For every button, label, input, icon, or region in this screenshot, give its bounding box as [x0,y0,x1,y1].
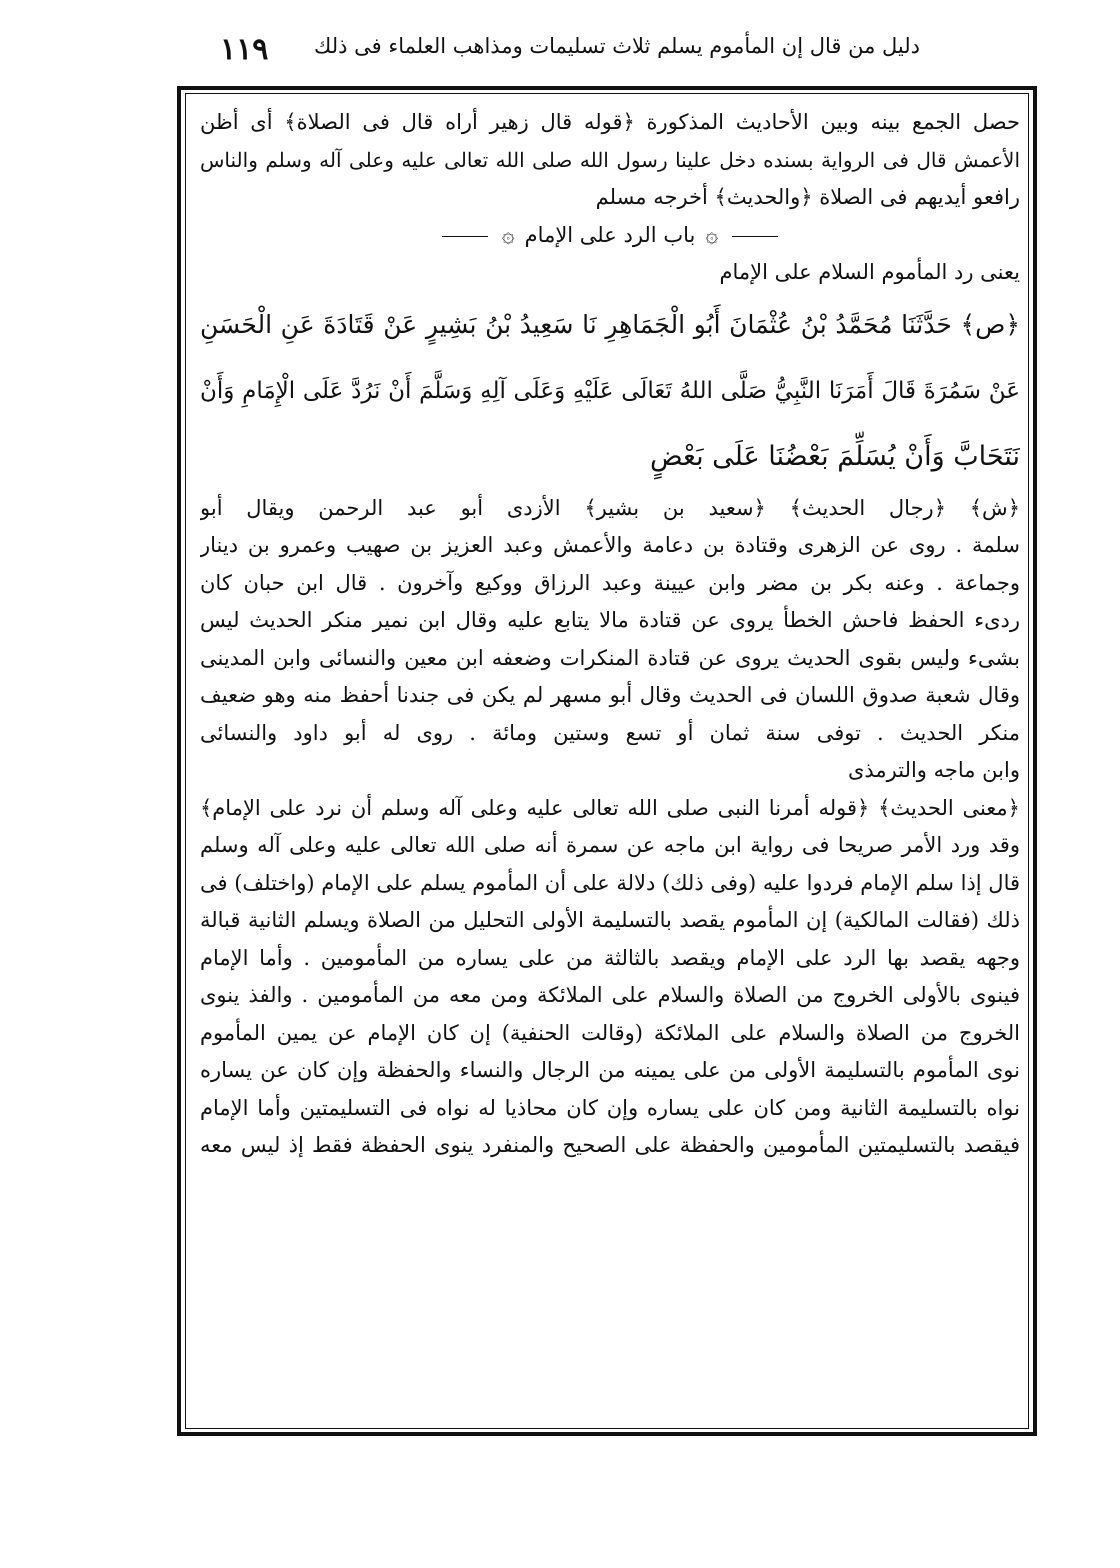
page-body [200,104,1020,1424]
commentary-line: ﴿ش﴾ ﴿رجال الحديث﴾ ﴿سعيد بن بشير﴾ الأزدى أبو عبد الرحمن ويقال أبو [200,495,1020,520]
commentary-line: ذلك (فقالت المالكية) إن المأموم يقصد بالتسليمة الأولى التحليل من الصلاة ويسلم الثانية قبالة [200,908,1020,932]
chapter-title: باب الرد على الإمام [524,222,696,247]
running-header [180,26,920,82]
commentary-line: سلمة . روى عن الزهرى وقتادة بن دعامة والأعمش وعبد العزيز بن صهيب وعمرو بن دينار [200,533,1020,557]
commentary-line: وابن ماجه والترمذى [847,758,1020,782]
ornament-icon: ۞ [705,222,719,248]
commentary-line: ردىء الحفظ فاحش الخطأ يروى عن قتادة مالا يتابع عليه وقال ابن نمير منكر الحديث ليس [200,608,1020,632]
commentary-line: بشىء وليس بقوى الحديث يروى عن قتادة المنكرات وضعفه ابن معين والنسائى وابن المدينى [200,645,1020,670]
commentary-line: قال إذا سلم الإمام فردوا عليه (وفى ذلك) دلالة على أن المأموم يسلم على الإمام (واختلف) فى [200,870,1020,895]
commentary-line: نوى المأموم بالتسليمة الأولى من على يمينه من الرجال والنساء والحفظة وإن كان عن يساره [200,1058,1020,1082]
commentary-line: وجهه يقصد بها الرد على الإمام ويقصد بالثالثة من على يساره من المأمومين . وأما الإمام [200,945,1020,970]
chapter-heading [200,217,1020,255]
commentary-line: وقال شعبة صدوق اللسان فى الحديث وقال أبو مسهر لم يكن فى جندنا أحفظ منه وهو ضعيف [200,683,1020,707]
chapter-intro: يعنى رد المأموم السلام على الإمام [719,260,1020,284]
commentary-line: وجماعة . وعنه بكر بن مضر وابن عيينة وعبد الرزاق ووكيع وآخرون . قال ابن حبان كان [200,570,1020,595]
text-line: حصل الجمع بينه وبين الأحاديث المذكورة ﴿قوله قال زهير أراه قال فى الصلاة﴾ أى أظن [200,110,1020,134]
ornament-icon: ۞ [501,222,515,248]
hadith-line: عَنْ سَمُرَةَ قَالَ أَمَرَنَا النَّبِيُّ صَلَّى اللهُ تَعَالَى عَلَيْهِ وَعَلَى آلِهِ وَسَلَّمَ أَنْ نَرُدَّ عَلَى الْإِمَامِ وَأَنْ [200,377,1020,404]
commentary-line: فيقصد بالتسليمتين المأمومين والحفظة على الصحيح والمنفرد ينوى الحفظة فقط إذ ليس معه [200,1133,1020,1157]
commentary-line: الخروج من الصلاة والسلام على الملائكة (وقالت الحنفية) إن كان الإمام عن يمين المأموم [200,1020,1020,1045]
commentary-line: ﴿معنى الحديث﴾ ﴿قوله أمرنا النبى صلى الله تعالى عليه وعلى آله وسلم أن نرد على الإمام﴾ [200,795,1020,820]
text-line: الأعمش قال فى الرواية بسنده دخل علينا رسول الله صلى الله تعالى عليه وعلى آله وسلم والناس [200,147,1020,172]
rule-left [732,236,778,237]
commentary-line: نواه بالتسليمة الثانية ومن كان على يساره وإن كان محاذيا له نواه فى التسليمتين وأما الإمام [200,1095,1020,1120]
commentary-line: منكر الحديث . توفى سنة ثمان أو تسع وستين ومائة . روى له أبو داود والنسائى [200,720,1020,745]
page-number: ١١٩ [220,32,269,67]
running-header-title: دليل من قال إن المأموم يسلم ثلاث تسليمات ومذاهب العلماء فى ذلك [314,34,920,58]
commentary-line: وقد ورد الأمر صريحا فى رواية ابن ماجه عن سمرة أنه صلى الله تعالى عليه وعلى آله وسلم [200,833,1020,857]
hadith-line: ﴿ص﴾ حَدَّثَنَا مُحَمَّدُ بْنُ عُثْمَانَ أَبُو الْجَمَاهِرِ نَا سَعِيدُ بْنُ بَشِيرٍ عَنْ قَتَادَةَ عَنِ الْحَسَنِ [200,309,1020,339]
text-line: رافعو أيديهم فى الصلاة ﴿والحديث﴾ أخرجه مسلم [595,185,1020,209]
commentary-line: فينوى بالأولى الخروج من الصلاة والسلام على الملائكة ومن معه من المأمومين . والفذ ينوى [200,983,1020,1007]
hadith-line: نَتَحَابَّ وَأَنْ يُسَلِّمَ بَعْضُنَا عَلَى بَعْضٍ [649,440,1020,472]
rule-right [442,236,488,237]
